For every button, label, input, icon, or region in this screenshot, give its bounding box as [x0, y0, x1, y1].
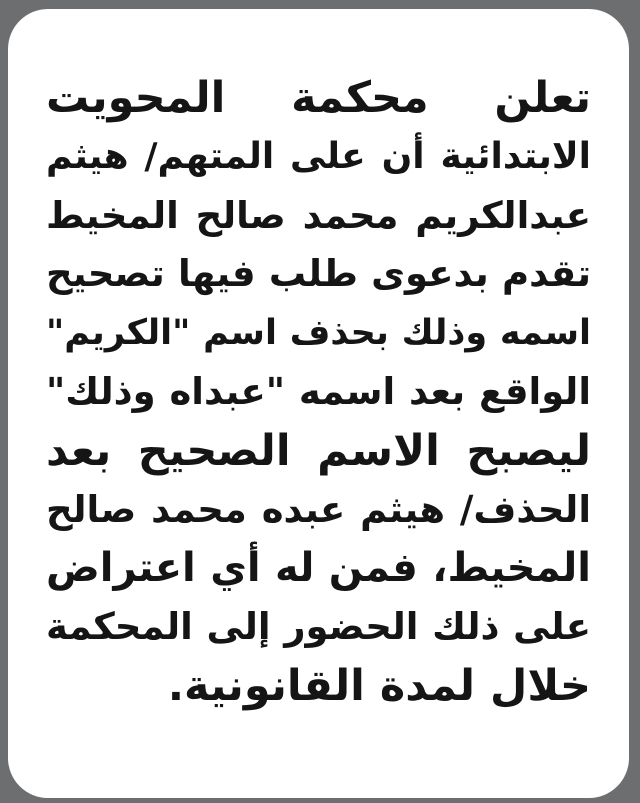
notice-line: على ذلك الحضور إلى المحكمة: [46, 605, 591, 649]
notice-line: الحذف/ هيثم عبده محمد صالح: [46, 487, 591, 531]
notice-line: عبدالكريم محمد صالح المخيط: [46, 193, 591, 237]
notice-text: [46, 69, 591, 716]
notice-line: تقدم بدعوى طلب فيها تصحيح: [46, 252, 591, 296]
notice-line: ليصبح الاسم الصحيح بعد: [46, 425, 591, 476]
notice-line: المخيط، فمن له أي اعتراض: [46, 545, 591, 592]
notice-line: الواقع بعد اسمه "عبداه وذلك": [46, 369, 591, 413]
notice-line: اسمه وذلك بحذف اسم "الكريم": [46, 313, 591, 354]
notice-line: خلال لمدة القانونية.: [167, 660, 591, 711]
notice-line: تعلن محكمة المحويت: [46, 73, 591, 123]
court-notice-card: [8, 9, 629, 798]
notice-line: الابتدائية أن على المتهم/ هيثم: [46, 135, 591, 177]
